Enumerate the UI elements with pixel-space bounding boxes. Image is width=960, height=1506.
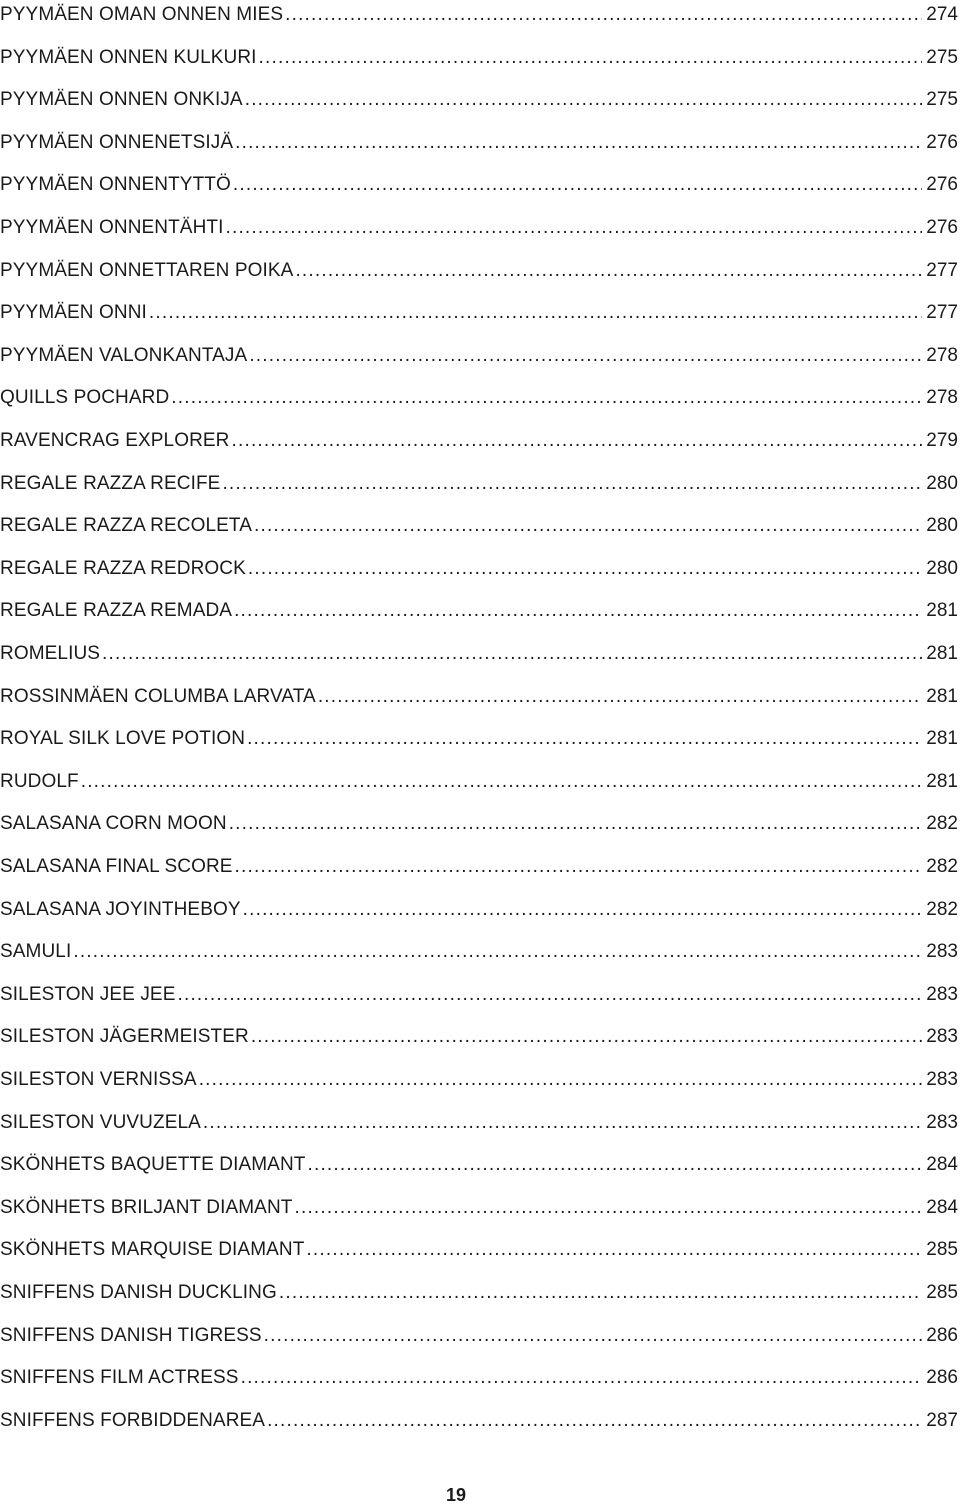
toc-entry[interactable] [0,555,958,583]
toc-entry-page: 276 [926,174,958,196]
toc-entry-title: SKÖNHETS BRILJANT DIAMANT [0,1196,293,1218]
toc-entry[interactable] [0,1151,958,1179]
toc-entry[interactable] [0,171,958,199]
toc-dot-leader [235,853,923,881]
toc-entry-page: 283 [926,941,958,963]
toc-entry-page: 278 [926,387,958,409]
toc-entry-page: 281 [926,770,958,792]
toc-entry-title: PYYMÄEN VALONKANTAJA [0,344,248,366]
toc-entry[interactable] [0,44,958,72]
toc-dot-leader [226,214,923,242]
toc-entry-title: ROMELIUS [0,643,101,664]
toc-entry-page: 276 [926,217,958,238]
toc-dot-leader [102,640,922,668]
toc-entry-title: REGALE RAZZA REDROCK [0,557,246,579]
toc-entry-title: ROYAL SILK LOVE POTION [0,728,246,750]
toc-dot-leader [251,1023,922,1051]
toc-entry[interactable] [0,342,958,370]
toc-entry-page: 284 [926,1154,958,1176]
toc-dot-leader [306,1236,922,1264]
toc-entry-title: PYYMÄEN ONNENTÄHTI [0,217,224,238]
toc-entry-page: 286 [926,1367,958,1389]
toc-entry[interactable] [0,86,958,114]
toc-entry[interactable] [0,768,958,796]
toc-entry[interactable] [0,1023,958,1051]
toc-entry-page: 275 [926,46,958,68]
toc-entry[interactable] [0,597,958,625]
toc-dot-leader [307,1151,922,1179]
toc-entry[interactable] [0,725,958,753]
toc-dot-leader [243,896,923,924]
toc-entry-page: 280 [926,472,958,494]
toc-entry-title: RUDOLF [0,770,79,792]
toc-entry[interactable] [0,1066,958,1094]
toc-entry[interactable] [0,512,958,540]
toc-dot-leader [233,171,922,199]
toc-entry-title: PYYMÄEN ONNEN ONKIJA [0,89,243,111]
toc-entry-page: 283 [926,1026,958,1048]
toc-entry-title: SKÖNHETS MARQUISE DIAMANT [0,1239,305,1261]
toc-entry[interactable] [0,1407,958,1435]
toc-entry-title: ROSSINMÄEN COLUMBA LARVATA [0,685,316,707]
toc-entry[interactable] [0,1194,958,1222]
toc-entry-page: 281 [926,643,958,664]
toc-entry[interactable] [0,214,958,242]
toc-entry-title: SNIFFENS DANISH TIGRESS [0,1324,262,1346]
toc-entry-title: REGALE RAZZA RECIFE [0,472,221,494]
toc-dot-leader [81,768,923,796]
toc-dot-leader [285,1,922,29]
toc-entry[interactable] [0,257,958,285]
toc-dot-leader [248,555,922,583]
toc-entry-title: PYYMÄEN ONNETTAREN POIKA [0,259,294,281]
toc-entry[interactable] [0,683,958,711]
toc-entry[interactable] [0,640,958,668]
toc-entry[interactable] [0,853,958,881]
toc-dot-leader [149,299,922,327]
toc-dot-leader [279,1279,922,1307]
toc-dot-leader [177,981,922,1009]
toc-dot-leader [318,683,922,711]
toc-dot-leader [232,427,923,455]
toc-entry[interactable] [0,1364,958,1392]
toc-entry-page: 274 [926,4,958,25]
toc-entry-page: 287 [926,1409,958,1431]
toc-entry-title: PYYMÄEN ONNENTYTTÖ [0,174,231,196]
toc-entry-title: SNIFFENS DANISH DUCKLING [0,1282,277,1303]
toc-dot-leader [249,342,922,370]
toc-entry-title: SALASANA CORN MOON [0,813,227,835]
toc-dot-leader [222,470,922,498]
toc-entry-title: SAMULI [0,941,72,963]
toc-dot-leader [247,725,922,753]
toc-entry[interactable] [0,470,958,498]
toc-entry[interactable] [0,981,958,1009]
toc-entry-page: 281 [926,728,958,750]
toc-entry-title: SNIFFENS FILM ACTRESS [0,1367,239,1389]
toc-entry-page: 285 [926,1239,958,1261]
toc-entry-page: 282 [926,898,958,920]
toc-entry[interactable] [0,129,958,157]
toc-entry-title: SNIFFENS FORBIDDENAREA [0,1409,266,1431]
toc-entry-title: PYYMÄEN ONNENETSIJÄ [0,131,234,153]
toc-entry[interactable] [0,938,958,966]
toc-entry-page: 285 [926,1282,958,1303]
toc-entry-title: PYYMÄEN OMAN ONNEN MIES [0,4,284,25]
toc-entry-page: 277 [926,302,958,324]
toc-entry[interactable] [0,384,958,412]
toc-entry-page: 278 [926,344,958,366]
toc-dot-leader [171,384,922,412]
toc-entry-title: SILESTON VUVUZELA [0,1111,201,1133]
page-number: 19 [445,1485,467,1505]
toc-dot-leader [295,257,922,285]
toc-dot-leader [234,597,922,625]
toc-dot-leader [254,512,922,540]
toc-entry-page: 276 [926,131,958,153]
toc-dot-leader [73,938,922,966]
toc-entry-title: SKÖNHETS BAQUETTE DIAMANT [0,1154,306,1176]
toc-dot-leader [241,1364,923,1392]
toc-entry-page: 280 [926,515,958,537]
toc-dot-leader [235,129,922,157]
toc-dot-leader [264,1322,923,1350]
toc-entry[interactable] [0,1109,958,1137]
toc-entry-page: 283 [926,1069,958,1090]
toc-entry-page: 282 [926,813,958,835]
toc-dot-leader [259,44,923,72]
toc-entry-title: REGALE RAZZA RECOLETA [0,515,252,537]
toc-entry-page: 284 [926,1196,958,1218]
toc-entry[interactable] [0,1279,958,1307]
toc-dot-leader [245,86,923,114]
toc-entry-title: PYYMÄEN ONNEN KULKURI [0,46,257,68]
toc-entry-title: SILESTON JEE JEE [0,983,176,1005]
toc-entry[interactable] [0,1236,958,1264]
toc-dot-leader [294,1194,922,1222]
toc-entry[interactable] [0,896,958,924]
toc-dot-leader [267,1407,922,1435]
toc-entry-page: 275 [926,89,958,111]
toc-entry-page: 286 [926,1324,958,1346]
toc-entry[interactable] [0,1322,958,1350]
toc-entry-page: 283 [926,983,958,1005]
toc-entry-page: 281 [926,600,958,622]
toc-entry-page: 282 [926,856,958,877]
toc-entry[interactable] [0,427,958,455]
toc-entry[interactable] [0,810,958,838]
toc-entry-title: REGALE RAZZA REMADA [0,600,233,622]
toc-entry-page: 277 [926,259,958,281]
toc-entry-title: RAVENCRAG EXPLORER [0,430,230,451]
toc-dot-leader [229,810,923,838]
toc-entry-title: SILESTON JÄGERMEISTER [0,1026,249,1048]
toc-entry[interactable] [0,299,958,327]
toc-entry-page: 280 [926,557,958,579]
toc-entry[interactable] [0,1,958,29]
toc-entry-title: SILESTON VERNISSA [0,1069,197,1090]
toc-entry-page: 281 [926,685,958,707]
toc-dot-leader [199,1066,923,1094]
toc-dot-leader [203,1109,922,1137]
toc-entry-title: SALASANA FINAL SCORE [0,856,233,877]
toc-entry-title: PYYMÄEN ONNI [0,302,147,324]
toc-entry-title: SALASANA JOYINTHEBOY [0,898,241,920]
toc-entry-page: 283 [926,1111,958,1133]
toc-entry-page: 279 [926,430,958,451]
toc-entry-title: QUILLS POCHARD [0,387,170,409]
